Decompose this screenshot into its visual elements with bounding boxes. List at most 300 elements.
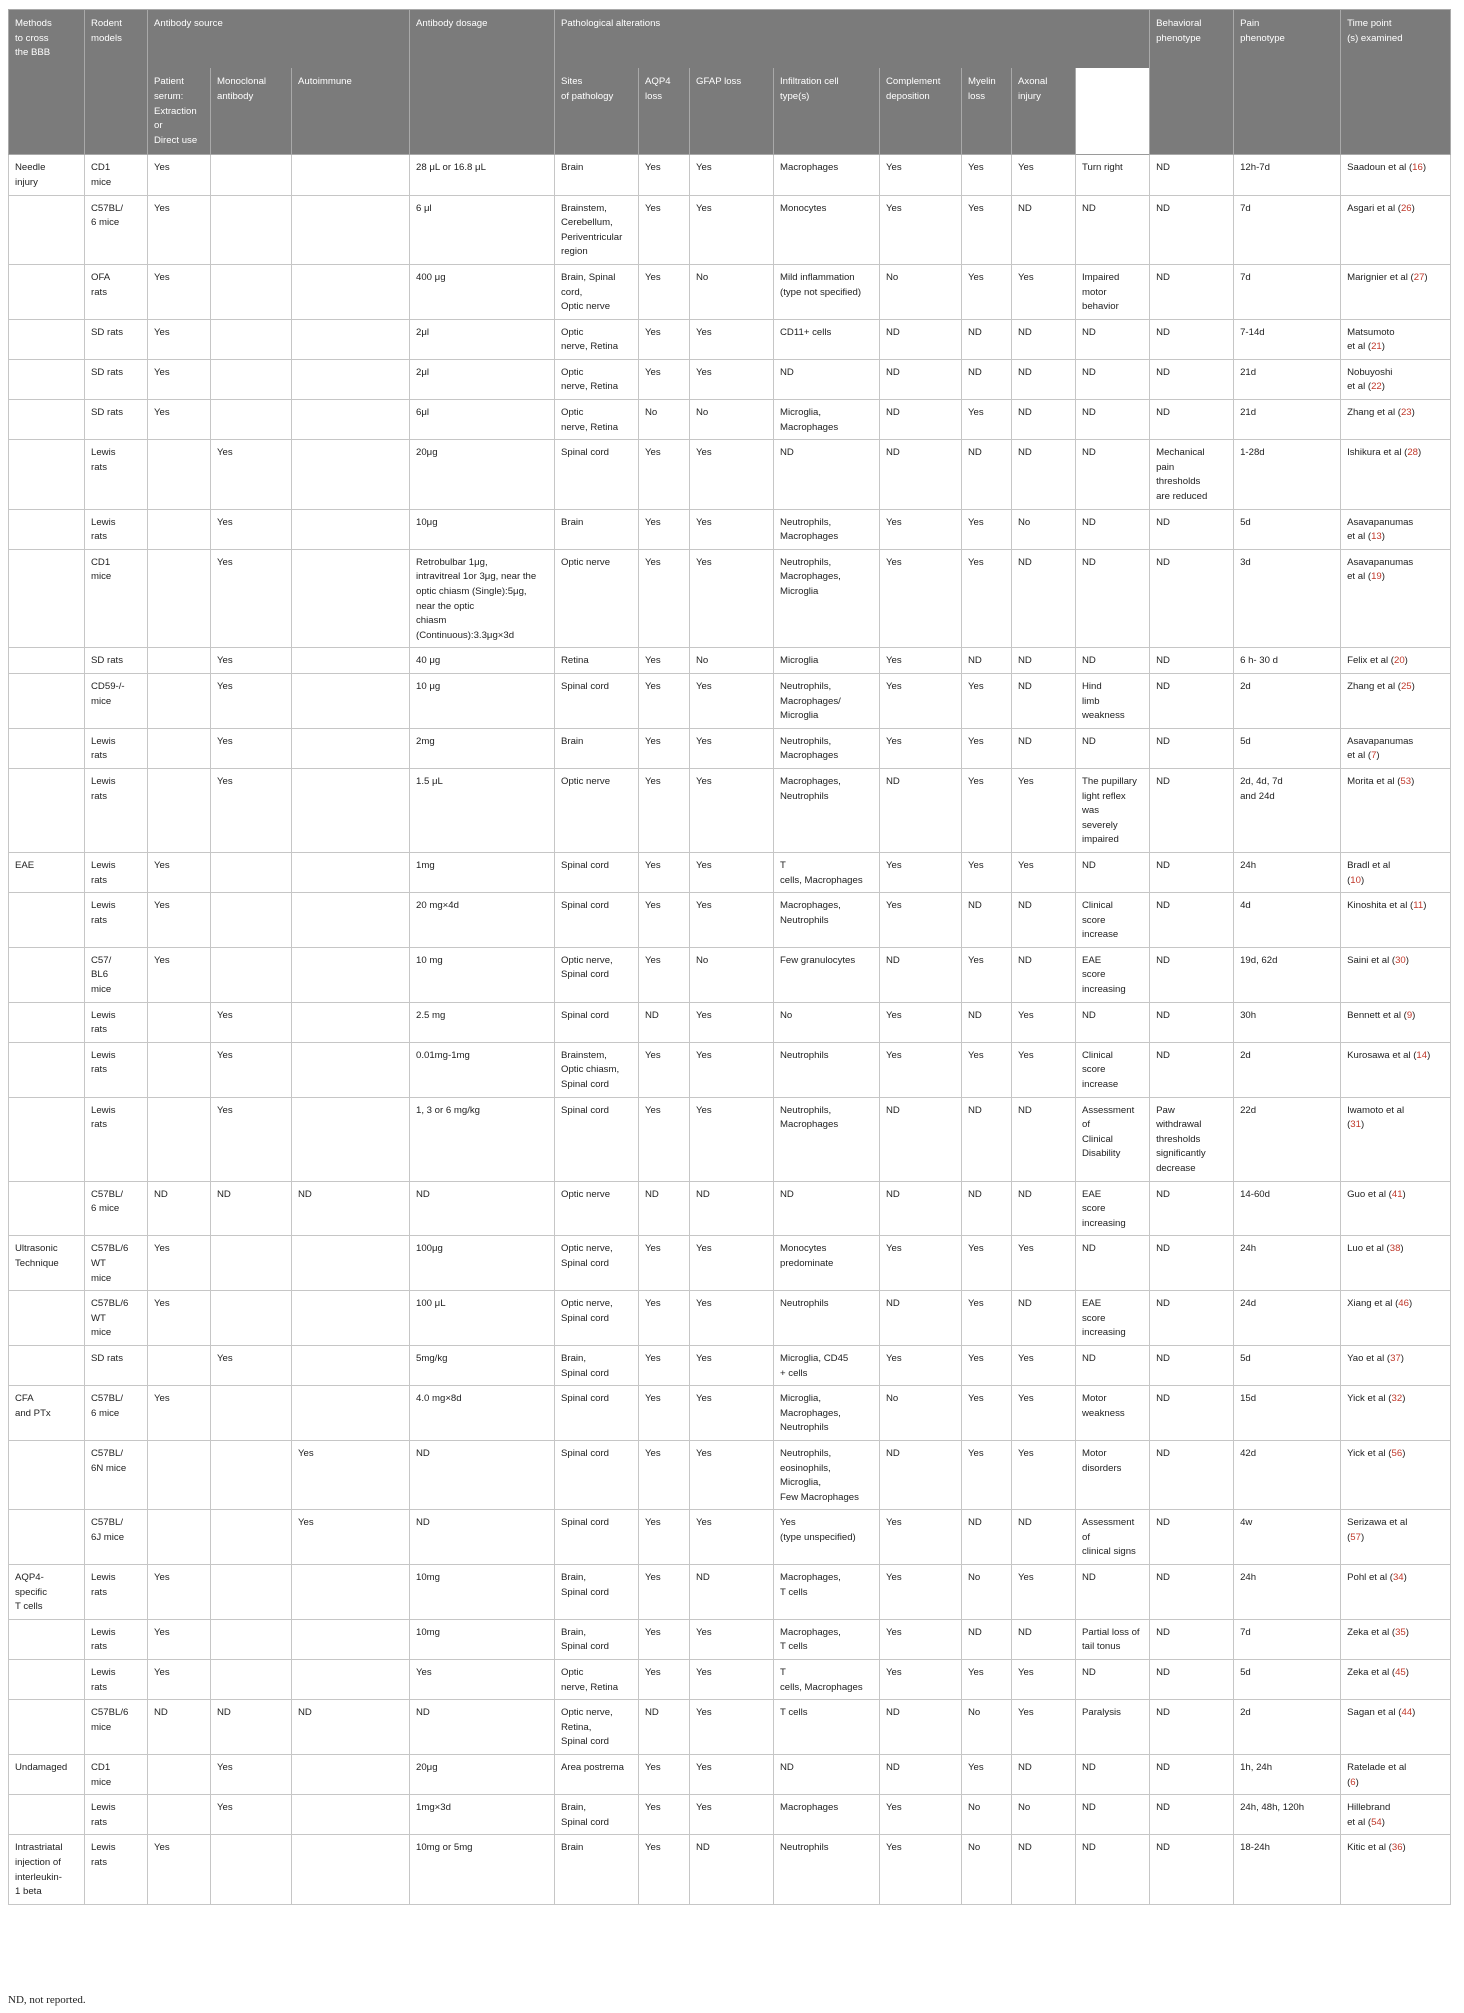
pain-cell: ND bbox=[1150, 1440, 1234, 1509]
reference-author: Ishikura et al ( bbox=[1347, 447, 1408, 459]
autoimmune-cell bbox=[292, 728, 410, 768]
pain-cell: ND bbox=[1150, 359, 1234, 399]
infiltration-cell: Few granulocytes bbox=[774, 947, 880, 1002]
header-time-point: Time point (s) examined bbox=[1341, 10, 1451, 155]
reference-close: ) bbox=[1402, 1842, 1406, 1854]
autoimmune-cell bbox=[292, 893, 410, 948]
rodent-model-cell: Lewis rats bbox=[85, 1042, 148, 1097]
reference-cell bbox=[1341, 1097, 1451, 1181]
reference-number-link[interactable]: 46 bbox=[1398, 1298, 1409, 1310]
method-cell bbox=[9, 673, 85, 728]
time-point-cell: 15d bbox=[1234, 1386, 1341, 1441]
reference-cell bbox=[1341, 947, 1451, 1002]
sites-cell: Spinal cord bbox=[555, 1386, 639, 1441]
reference-number-link[interactable]: 53 bbox=[1400, 775, 1412, 787]
gfap-loss-cell: Yes bbox=[690, 440, 774, 509]
sites-cell: Spinal cord bbox=[555, 1097, 639, 1181]
reference-close: ) bbox=[1408, 1298, 1413, 1310]
table-row bbox=[9, 440, 1451, 509]
reference-number-link[interactable]: 25 bbox=[1400, 680, 1412, 692]
autoimmune-cell bbox=[292, 947, 410, 1002]
reference-author: Yick et al ( bbox=[1347, 1447, 1392, 1459]
method-cell bbox=[9, 1440, 85, 1509]
header-autoimmune: Autoimmune bbox=[292, 68, 410, 154]
gfap-loss-cell: No bbox=[690, 648, 774, 674]
behavioral-cell: ND bbox=[1076, 728, 1150, 768]
infiltration-cell: Neutrophils, eosinophils, Microglia, Few Macrophages bbox=[774, 1440, 880, 1509]
table-row bbox=[9, 768, 1451, 852]
infiltration-cell: Neutrophils bbox=[774, 1291, 880, 1346]
gfap-loss-cell: Yes bbox=[690, 1042, 774, 1097]
infiltration-cell: Mild inflammation (type not specified) bbox=[774, 264, 880, 319]
pain-cell: ND bbox=[1150, 728, 1234, 768]
rodent-model-cell: Lewis rats bbox=[85, 1002, 148, 1042]
reference-close: ) bbox=[1400, 1243, 1404, 1255]
reference-number-link[interactable]: 23 bbox=[1400, 407, 1412, 419]
patient-serum-cell bbox=[148, 1510, 211, 1565]
myelin-loss-cell: Yes bbox=[962, 1660, 1012, 1700]
table-row bbox=[9, 359, 1451, 399]
reference-author: Iwamoto et al ( bbox=[1347, 1104, 1405, 1131]
autoimmune-cell bbox=[292, 1619, 410, 1659]
rodent-model-cell: C57BL/ 6 mice bbox=[85, 195, 148, 264]
method-cell bbox=[9, 728, 85, 768]
monoclonal-cell: Yes bbox=[211, 1345, 292, 1385]
rodent-model-cell: Lewis rats bbox=[85, 728, 148, 768]
monoclonal-cell: ND bbox=[211, 1700, 292, 1755]
gfap-loss-cell: Yes bbox=[690, 1510, 774, 1565]
table-row bbox=[9, 1236, 1451, 1291]
aqp4-loss-cell: Yes bbox=[639, 1386, 690, 1441]
reference-author: Yao et al ( bbox=[1347, 1352, 1391, 1364]
rodent-model-cell: C57BL/6 WT mice bbox=[85, 1236, 148, 1291]
time-point-cell: 6 h- 30 d bbox=[1234, 648, 1341, 674]
time-point-cell: 24h, 48h, 120h bbox=[1234, 1795, 1341, 1835]
dosage-cell: 2mg bbox=[410, 728, 555, 768]
reference-number-link[interactable]: 32 bbox=[1391, 1393, 1403, 1405]
monoclonal-cell bbox=[211, 1619, 292, 1659]
method-cell: CFA and PTx bbox=[9, 1386, 85, 1441]
infiltration-cell: ND bbox=[774, 1181, 880, 1236]
reference-number-link[interactable]: 16 bbox=[1412, 162, 1423, 174]
table-row bbox=[9, 155, 1451, 195]
reference-cell bbox=[1341, 1835, 1451, 1904]
autoimmune-cell bbox=[292, 1097, 410, 1181]
dosage-cell: 10 μg bbox=[410, 673, 555, 728]
reference-number-link[interactable]: 31 bbox=[1350, 1119, 1361, 1131]
gfap-loss-cell: ND bbox=[690, 1181, 774, 1236]
axonal-injury-cell: Yes bbox=[1012, 155, 1076, 195]
sites-cell: Brain, Spinal cord, Optic nerve bbox=[555, 264, 639, 319]
gfap-loss-cell: Yes bbox=[690, 359, 774, 399]
myelin-loss-cell: Yes bbox=[962, 1042, 1012, 1097]
header-rodent-models: Rodent models bbox=[85, 10, 148, 155]
patient-serum-cell: Yes bbox=[148, 155, 211, 195]
header-monoclonal: Monoclonal antibody bbox=[211, 68, 292, 154]
axonal-injury-cell: Yes bbox=[1012, 1565, 1076, 1620]
monoclonal-cell bbox=[211, 264, 292, 319]
reference-number-link[interactable]: 13 bbox=[1371, 531, 1382, 543]
reference-author: Asgari et al ( bbox=[1347, 202, 1401, 214]
header-myelin-loss: Myelin loss bbox=[962, 68, 1012, 154]
reference-cell bbox=[1341, 1236, 1451, 1291]
axonal-injury-cell: Yes bbox=[1012, 1440, 1076, 1509]
axonal-injury-cell: ND bbox=[1012, 1510, 1076, 1565]
table-row bbox=[9, 1042, 1451, 1097]
reference-author: Asavapanumas et al ( bbox=[1347, 516, 1414, 543]
reference-author: Zeka et al ( bbox=[1347, 1626, 1396, 1638]
header-pain-phenotype: Pain phenotype bbox=[1234, 10, 1341, 155]
reference-author: Kitic et al ( bbox=[1347, 1842, 1392, 1854]
reference-cell bbox=[1341, 852, 1451, 892]
reference-number-link[interactable]: 22 bbox=[1371, 381, 1382, 393]
reference-close: ) bbox=[1411, 407, 1415, 419]
rodent-model-cell: CD1 mice bbox=[85, 1755, 148, 1795]
dosage-cell: 20μg bbox=[410, 440, 555, 509]
table-row bbox=[9, 1795, 1451, 1835]
sites-cell: Brainstem, Optic chiasm, Spinal cord bbox=[555, 1042, 639, 1097]
behavioral-cell: ND bbox=[1076, 1002, 1150, 1042]
autoimmune-cell bbox=[292, 673, 410, 728]
axonal-injury-cell: ND bbox=[1012, 319, 1076, 359]
reference-number-link[interactable]: 20 bbox=[1394, 655, 1405, 667]
infiltration-cell: Macrophages, Neutrophils bbox=[774, 768, 880, 852]
reference-cell bbox=[1341, 400, 1451, 440]
sites-cell: Optic nerve bbox=[555, 768, 639, 852]
infiltration-cell: Neutrophils, Macrophages, Microglia bbox=[774, 549, 880, 648]
dosage-cell: 40 μg bbox=[410, 648, 555, 674]
myelin-loss-cell: Yes bbox=[962, 195, 1012, 264]
sites-cell: Brain, Spinal cord bbox=[555, 1795, 639, 1835]
complement-cell: Yes bbox=[880, 509, 962, 549]
sites-cell: Brain, Spinal cord bbox=[555, 1619, 639, 1659]
reference-author: Morita et al ( bbox=[1347, 775, 1401, 787]
reference-number-link[interactable]: 30 bbox=[1395, 954, 1406, 966]
reference-cell bbox=[1341, 1795, 1451, 1835]
time-point-cell: 21d bbox=[1234, 400, 1341, 440]
autoimmune-cell bbox=[292, 1795, 410, 1835]
reference-close: ) bbox=[1355, 1776, 1359, 1788]
monoclonal-cell bbox=[211, 195, 292, 264]
header-sites: Sites of pathology bbox=[555, 68, 639, 154]
method-cell bbox=[9, 319, 85, 359]
autoimmune-cell bbox=[292, 1835, 410, 1904]
myelin-loss-cell: ND bbox=[962, 648, 1012, 674]
time-point-cell: 21d bbox=[1234, 359, 1341, 399]
autoimmune-cell bbox=[292, 1042, 410, 1097]
reference-number-link[interactable]: 56 bbox=[1391, 1447, 1403, 1459]
time-point-cell: 24h bbox=[1234, 852, 1341, 892]
autoimmune-cell bbox=[292, 264, 410, 319]
table-row bbox=[9, 1386, 1451, 1441]
reference-author: Yick et al ( bbox=[1347, 1393, 1392, 1405]
myelin-loss-cell: ND bbox=[962, 893, 1012, 948]
reference-author: Matsumoto et al ( bbox=[1347, 326, 1395, 353]
reference-number-link[interactable]: 11 bbox=[1413, 900, 1424, 912]
behavioral-cell: ND bbox=[1076, 1755, 1150, 1795]
rodent-model-cell: C57BL/ 6N mice bbox=[85, 1440, 148, 1509]
rodent-model-cell: Lewis rats bbox=[85, 440, 148, 509]
time-point-cell: 5d bbox=[1234, 1660, 1341, 1700]
rodent-model-cell: Lewis rats bbox=[85, 893, 148, 948]
sites-cell: Optic nerve, Retina bbox=[555, 1660, 639, 1700]
monoclonal-cell: ND bbox=[211, 1181, 292, 1236]
dosage-cell: 2μl bbox=[410, 319, 555, 359]
axonal-injury-cell: ND bbox=[1012, 1755, 1076, 1795]
patient-serum-cell: Yes bbox=[148, 1619, 211, 1659]
reference-cell bbox=[1341, 359, 1451, 399]
complement-cell: ND bbox=[880, 400, 962, 440]
reference-number-link[interactable]: 28 bbox=[1407, 447, 1419, 459]
patient-serum-cell: Yes bbox=[148, 319, 211, 359]
pain-cell: ND bbox=[1150, 195, 1234, 264]
reference-number-link[interactable]: 37 bbox=[1390, 1352, 1401, 1364]
complement-cell: ND bbox=[880, 359, 962, 399]
rodent-model-cell: Lewis rats bbox=[85, 1619, 148, 1659]
monoclonal-cell bbox=[211, 893, 292, 948]
reference-cell bbox=[1341, 509, 1451, 549]
infiltration-cell: Neutrophils, Macrophages bbox=[774, 1097, 880, 1181]
myelin-loss-cell: Yes bbox=[962, 1236, 1012, 1291]
infiltration-cell: T cells, Macrophages bbox=[774, 852, 880, 892]
reference-number-link[interactable]: 36 bbox=[1391, 1842, 1403, 1854]
reference-number-link[interactable]: 14 bbox=[1416, 1049, 1428, 1061]
aqp4-loss-cell: Yes bbox=[639, 673, 690, 728]
table-row bbox=[9, 1835, 1451, 1904]
pain-cell: ND bbox=[1150, 155, 1234, 195]
dosage-cell: 1mg bbox=[410, 852, 555, 892]
table-row bbox=[9, 264, 1451, 319]
behavioral-cell: Assessment of clinical signs bbox=[1076, 1510, 1150, 1565]
reference-number-link[interactable]: 7 bbox=[1371, 750, 1377, 762]
time-point-cell: 5d bbox=[1234, 1345, 1341, 1385]
patient-serum-cell: Yes bbox=[148, 1236, 211, 1291]
reference-author: Luo et al ( bbox=[1347, 1243, 1390, 1255]
reference-number-link[interactable]: 9 bbox=[1406, 1009, 1413, 1021]
rodent-model-cell: C57BL/ 6J mice bbox=[85, 1510, 148, 1565]
patient-serum-cell: Yes bbox=[148, 1565, 211, 1620]
patient-serum-cell bbox=[148, 1002, 211, 1042]
table-row bbox=[9, 1565, 1451, 1620]
myelin-loss-cell: ND bbox=[962, 1002, 1012, 1042]
gfap-loss-cell: Yes bbox=[690, 319, 774, 359]
table-row bbox=[9, 1440, 1451, 1509]
dosage-cell: ND bbox=[410, 1510, 555, 1565]
complement-cell: ND bbox=[880, 1097, 962, 1181]
reference-number-link[interactable]: 19 bbox=[1371, 571, 1382, 583]
gfap-loss-cell: Yes bbox=[690, 1700, 774, 1755]
gfap-loss-cell: Yes bbox=[690, 155, 774, 195]
method-cell: EAE bbox=[9, 852, 85, 892]
sites-cell: Spinal cord bbox=[555, 673, 639, 728]
reference-author: Felix et al ( bbox=[1347, 655, 1394, 667]
pain-cell: ND bbox=[1150, 1700, 1234, 1755]
infiltration-cell: Microglia, Macrophages bbox=[774, 400, 880, 440]
patient-serum-cell: ND bbox=[148, 1181, 211, 1236]
table-row bbox=[9, 509, 1451, 549]
gfap-loss-cell: ND bbox=[690, 1835, 774, 1904]
method-cell: Intrastriatal injection of interleukin- 1 beta bbox=[9, 1835, 85, 1904]
method-cell bbox=[9, 768, 85, 852]
rodent-model-cell: Lewis rats bbox=[85, 1795, 148, 1835]
reference-cell bbox=[1341, 1386, 1451, 1441]
pain-cell: ND bbox=[1150, 400, 1234, 440]
infiltration-cell: Monocytes bbox=[774, 195, 880, 264]
infiltration-cell: CD11+ cells bbox=[774, 319, 880, 359]
reference-close: ) bbox=[1411, 202, 1415, 214]
pain-cell: ND bbox=[1150, 947, 1234, 1002]
reference-number-link[interactable]: 45 bbox=[1395, 1667, 1406, 1679]
aqp4-loss-cell: Yes bbox=[639, 728, 690, 768]
reference-close: ) bbox=[1411, 680, 1415, 692]
aqp4-loss-cell: ND bbox=[639, 1181, 690, 1236]
behavioral-cell: ND bbox=[1076, 440, 1150, 509]
reference-close: ) bbox=[1412, 1009, 1416, 1021]
autoimmune-cell bbox=[292, 400, 410, 440]
reference-cell bbox=[1341, 1510, 1451, 1565]
monoclonal-cell bbox=[211, 400, 292, 440]
time-point-cell: 5d bbox=[1234, 509, 1341, 549]
reference-number-link[interactable]: 26 bbox=[1400, 202, 1412, 214]
complement-cell: Yes bbox=[880, 673, 962, 728]
behavioral-cell: ND bbox=[1076, 549, 1150, 648]
rodent-model-cell: OFA rats bbox=[85, 264, 148, 319]
method-cell bbox=[9, 1002, 85, 1042]
reference-number-link[interactable]: 6 bbox=[1350, 1776, 1356, 1788]
pain-cell: ND bbox=[1150, 264, 1234, 319]
sites-cell: Optic nerve bbox=[555, 1181, 639, 1236]
myelin-loss-cell: Yes bbox=[962, 155, 1012, 195]
rodent-model-cell: CD59-/- mice bbox=[85, 673, 148, 728]
patient-serum-cell: Yes bbox=[148, 947, 211, 1002]
complement-cell: Yes bbox=[880, 195, 962, 264]
behavioral-cell: ND bbox=[1076, 359, 1150, 399]
reference-close: ) bbox=[1381, 531, 1385, 543]
method-cell: Needle injury bbox=[9, 155, 85, 195]
time-point-cell: 7d bbox=[1234, 195, 1341, 264]
complement-cell: Yes bbox=[880, 1002, 962, 1042]
pain-cell: Mechanical pain thresholds are reduced bbox=[1150, 440, 1234, 509]
aqp4-loss-cell: Yes bbox=[639, 195, 690, 264]
time-point-cell: 2d bbox=[1234, 1700, 1341, 1755]
header-antibody-dosage: Antibody dosage bbox=[410, 10, 555, 155]
reference-number-link[interactable]: 21 bbox=[1371, 341, 1382, 353]
autoimmune-cell bbox=[292, 852, 410, 892]
complement-cell: ND bbox=[880, 1700, 962, 1755]
rodent-model-cell: Lewis rats bbox=[85, 852, 148, 892]
reference-close: ) bbox=[1400, 1352, 1404, 1364]
sites-cell: Brain, Spinal cord bbox=[555, 1345, 639, 1385]
axonal-injury-cell: Yes bbox=[1012, 1700, 1076, 1755]
table-row bbox=[9, 319, 1451, 359]
complement-cell: Yes bbox=[880, 1510, 962, 1565]
complement-cell: Yes bbox=[880, 1565, 962, 1620]
table-row bbox=[9, 1660, 1451, 1700]
rodent-model-cell: SD rats bbox=[85, 400, 148, 440]
table-row bbox=[9, 1619, 1451, 1659]
method-cell: AQP4- specific T cells bbox=[9, 1565, 85, 1620]
autoimmune-cell bbox=[292, 155, 410, 195]
myelin-loss-cell: Yes bbox=[962, 947, 1012, 1002]
myelin-loss-cell: ND bbox=[962, 319, 1012, 359]
patient-serum-cell: Yes bbox=[148, 400, 211, 440]
behavioral-cell: EAE score increasing bbox=[1076, 1291, 1150, 1346]
reference-close: ) bbox=[1403, 1572, 1407, 1584]
axonal-injury-cell: No bbox=[1012, 509, 1076, 549]
patient-serum-cell bbox=[148, 648, 211, 674]
patient-serum-cell: Yes bbox=[148, 1386, 211, 1441]
aqp4-loss-cell: No bbox=[639, 400, 690, 440]
dosage-cell: Yes bbox=[410, 1660, 555, 1700]
dosage-cell: 10mg bbox=[410, 1619, 555, 1659]
aqp4-loss-cell: Yes bbox=[639, 648, 690, 674]
time-point-cell: 2d bbox=[1234, 673, 1341, 728]
infiltration-cell: T cells, Macrophages bbox=[774, 1660, 880, 1700]
axonal-injury-cell: Yes bbox=[1012, 1042, 1076, 1097]
aqp4-loss-cell: Yes bbox=[639, 1795, 690, 1835]
reference-close: ) bbox=[1360, 874, 1365, 886]
patient-serum-cell: Yes bbox=[148, 195, 211, 264]
sites-cell: Spinal cord bbox=[555, 1002, 639, 1042]
reference-number-link[interactable]: 44 bbox=[1401, 1707, 1413, 1719]
reference-number-link[interactable]: 38 bbox=[1389, 1243, 1401, 1255]
dosage-cell: ND bbox=[410, 1440, 555, 1509]
infiltration-cell: Microglia, Macrophages, Neutrophils bbox=[774, 1386, 880, 1441]
behavioral-cell: Impaired motor behavior bbox=[1076, 264, 1150, 319]
aqp4-loss-cell: Yes bbox=[639, 1042, 690, 1097]
infiltration-cell: Monocytes predominate bbox=[774, 1236, 880, 1291]
reference-close: ) bbox=[1405, 954, 1409, 966]
autoimmune-cell bbox=[292, 1345, 410, 1385]
method-cell: Undamaged bbox=[9, 1755, 85, 1795]
method-cell bbox=[9, 1660, 85, 1700]
reference-author: Asavapanumas et al ( bbox=[1347, 556, 1414, 583]
dosage-cell: 1mg×3d bbox=[410, 1795, 555, 1835]
reference-close: ) bbox=[1402, 1393, 1406, 1405]
header-axonal-injury: Axonal injury bbox=[1012, 68, 1076, 154]
pain-cell: ND bbox=[1150, 1386, 1234, 1441]
gfap-loss-cell: Yes bbox=[690, 1002, 774, 1042]
reference-number-link[interactable]: 35 bbox=[1395, 1626, 1406, 1638]
patient-serum-cell: Yes bbox=[148, 1835, 211, 1904]
reference-number-link[interactable]: 41 bbox=[1391, 1188, 1403, 1200]
pain-cell: Paw withdrawal thresholds significantly decrease bbox=[1150, 1097, 1234, 1181]
behavioral-cell: ND bbox=[1076, 1565, 1150, 1620]
reference-author: Kinoshita et al ( bbox=[1347, 900, 1414, 912]
infiltration-cell: Neutrophils, Macrophages/ Microglia bbox=[774, 673, 880, 728]
reference-number-link[interactable]: 57 bbox=[1350, 1531, 1361, 1543]
reference-author: Serizawa et al ( bbox=[1347, 1517, 1408, 1543]
reference-cell bbox=[1341, 648, 1451, 674]
myelin-loss-cell: No bbox=[962, 1795, 1012, 1835]
behavioral-cell: EAE score increasing bbox=[1076, 947, 1150, 1002]
reference-number-link[interactable]: 27 bbox=[1413, 271, 1425, 283]
myelin-loss-cell: Yes bbox=[962, 1345, 1012, 1385]
reference-cell bbox=[1341, 440, 1451, 509]
behavioral-cell: Clinical score increase bbox=[1076, 893, 1150, 948]
reference-cell bbox=[1341, 1565, 1451, 1620]
method-cell bbox=[9, 440, 85, 509]
sites-cell: Spinal cord bbox=[555, 1440, 639, 1509]
reference-number-link[interactable]: 34 bbox=[1392, 1572, 1404, 1584]
autoimmune-cell bbox=[292, 1236, 410, 1291]
axonal-injury-cell: ND bbox=[1012, 947, 1076, 1002]
infiltration-cell: Microglia bbox=[774, 648, 880, 674]
axonal-injury-cell: ND bbox=[1012, 893, 1076, 948]
reference-number-link[interactable]: 10 bbox=[1350, 874, 1361, 886]
patient-serum-cell bbox=[148, 673, 211, 728]
reference-number-link[interactable]: 54 bbox=[1371, 1816, 1382, 1828]
